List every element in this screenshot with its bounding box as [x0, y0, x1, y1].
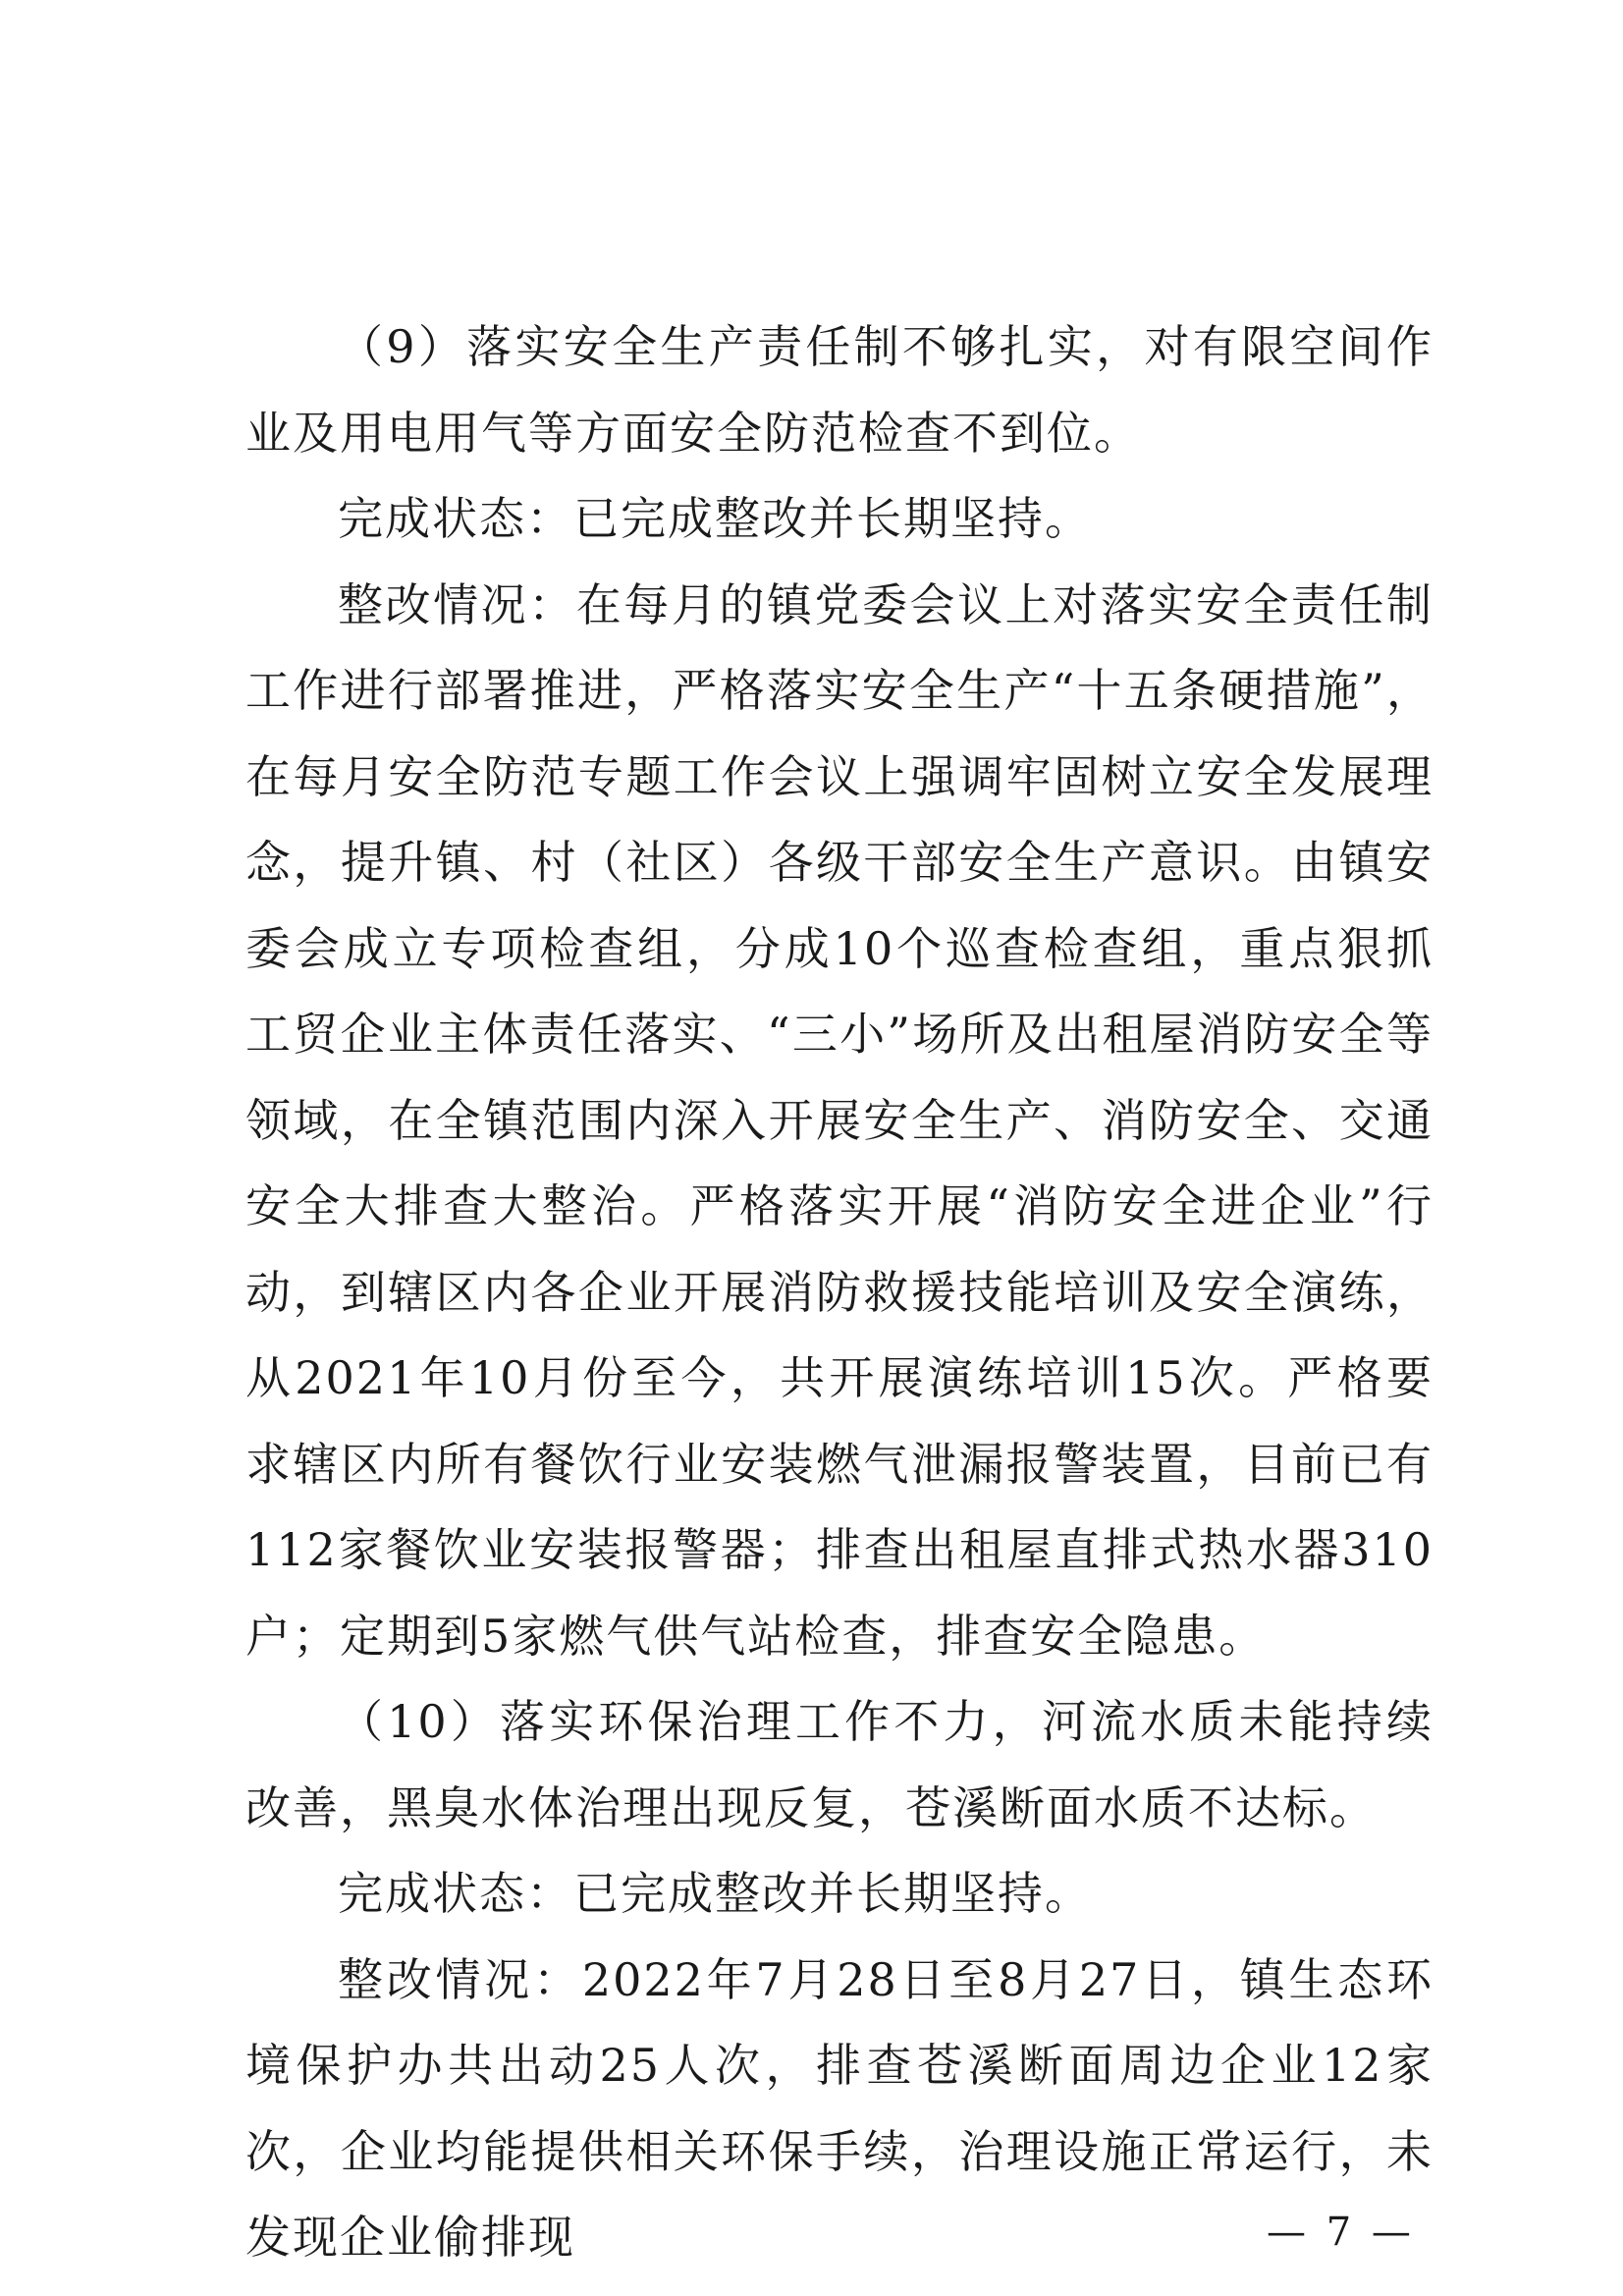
- issue-10-paragraph: （10）落实环保治理工作不力，河流水质未能持续改善，黑臭水体治理出现反复，苍溪断面水质不达标。: [245, 1695, 1434, 1834]
- issue-9-rectification-paragraph: 整改情况：在每月的镇党委会议上对落实安全责任制工作进行部署推进，严格落实安全生产“十五条硬措施”，在每月安全防范专题工作会议上强调牢固树立安全发展理念，提升镇、村（社区）各级干部安全生产意识。由镇安委会成立专项检查组，分成10个巡查检查组，重点狠抓工贸企业主体责任落实、“三小”场所及出租屋消防安全等领域，在全镇范围内深入开展安全生产、消防安全、交通安全大排查大整治。严格落实开展“消防安全进企业”行动，到辖区内各企业开展消防救援技能培训及安全演练，从2021年10月份至今，共开展演练培训15次。严格要求辖区内所有餐饮行业安装燃气泄漏报警装置，目前已有112家餐饮业安装报警器；排查出租屋直排式热水器310户；定期到5家燃气供气站检查，排查安全隐患。: [245, 577, 1434, 1663]
- page-number: — 7 —: [1267, 2210, 1415, 2255]
- document-body: [245, 304, 1434, 2281]
- issue-10-rectification-paragraph: 整改情况：2022年7月28日至8月27日，镇生态环境保护办共出动25人次，排查苍溪断面周边企业12家次，企业均能提供相关环保手续，治理设施正常运行，未发现企业偷排现: [245, 1952, 1434, 2264]
- issue-9-paragraph: （9）落实安全生产责任制不够扎实，对有限空间作业及用电用气等方面安全防范检查不到位。: [245, 320, 1434, 460]
- issue-10-status-paragraph: 完成状态：已完成整改并长期坚持。: [338, 1867, 1092, 1920]
- issue-9-status-paragraph: 完成状态：已完成整改并长期坚持。: [338, 492, 1092, 545]
